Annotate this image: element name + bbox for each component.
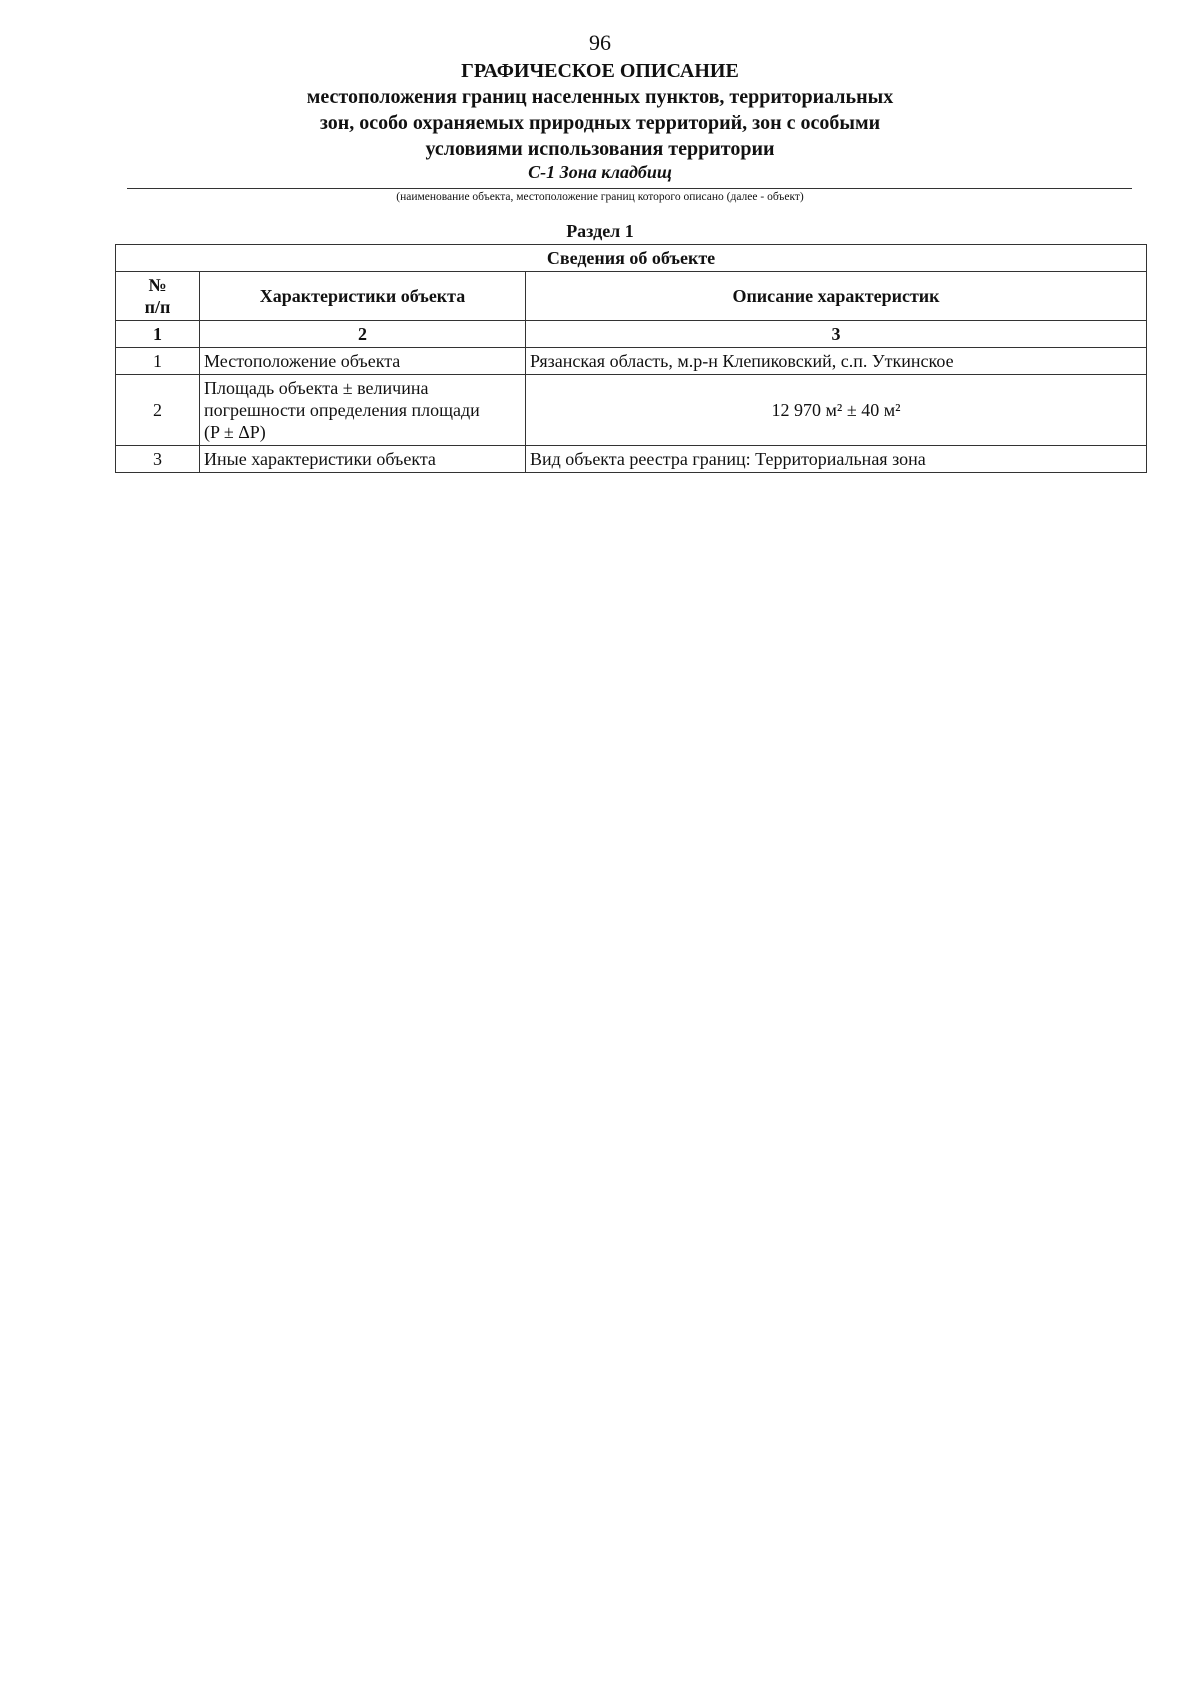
index-cell: 1 — [116, 321, 200, 348]
object-info-table — [115, 244, 1147, 473]
object-name-underline — [127, 188, 1132, 189]
title-main: ГРАФИЧЕСКОЕ ОПИСАНИЕ — [461, 60, 739, 82]
row-num: 2 — [116, 375, 200, 446]
header-num-line-1: № — [148, 275, 167, 295]
title-line-2: зон, особо охраняемых природных территорий, зон с особыми — [319, 112, 881, 134]
object-caption: (наименование объекта, местоположение границ которого описано (далее - объект) — [396, 191, 804, 203]
row-characteristic-line-3: (P ± ΔP) — [204, 422, 266, 442]
row-description: 12 970 м² ± 40 м² — [526, 375, 1147, 446]
title-line-1: местоположения границ населенных пунктов, территориальных — [306, 86, 894, 108]
header-characteristics: Характеристики объекта — [200, 272, 526, 321]
title-line-3: условиями использования территории — [425, 138, 775, 160]
header-description: Описание характеристик — [526, 272, 1147, 321]
row-description: Рязанская область, м.р-н Клепиковский, с.п. Уткинское — [526, 348, 1147, 375]
page-number: 96 — [589, 30, 611, 55]
object-name: С-1 Зона кладбищ — [528, 162, 672, 182]
table-index-row — [116, 321, 1147, 348]
row-characteristic-line-2: погрешности определения площади — [204, 400, 480, 420]
row-characteristic: Местоположение объекта — [200, 348, 526, 375]
header-num-line-2: п/п — [144, 297, 171, 317]
section-title: Раздел 1 — [566, 221, 634, 241]
row-characteristic-line-1: Площадь объекта ± величина — [204, 378, 429, 398]
row-characteristic — [200, 375, 526, 446]
document-title — [0, 58, 1200, 162]
index-cell: 3 — [526, 321, 1147, 348]
row-num: 3 — [116, 446, 200, 473]
table-header-row — [116, 272, 1147, 321]
table-row — [116, 446, 1147, 473]
row-characteristic: Иные характеристики объекта — [200, 446, 526, 473]
table-row — [116, 348, 1147, 375]
row-num: 1 — [116, 348, 200, 375]
header-num — [116, 272, 200, 321]
table-caption: Сведения об объекте — [116, 245, 1147, 272]
table-caption-row — [116, 245, 1147, 272]
table-row — [116, 375, 1147, 446]
index-cell: 2 — [200, 321, 526, 348]
row-description: Вид объекта реестра границ: Территориальная зона — [526, 446, 1147, 473]
